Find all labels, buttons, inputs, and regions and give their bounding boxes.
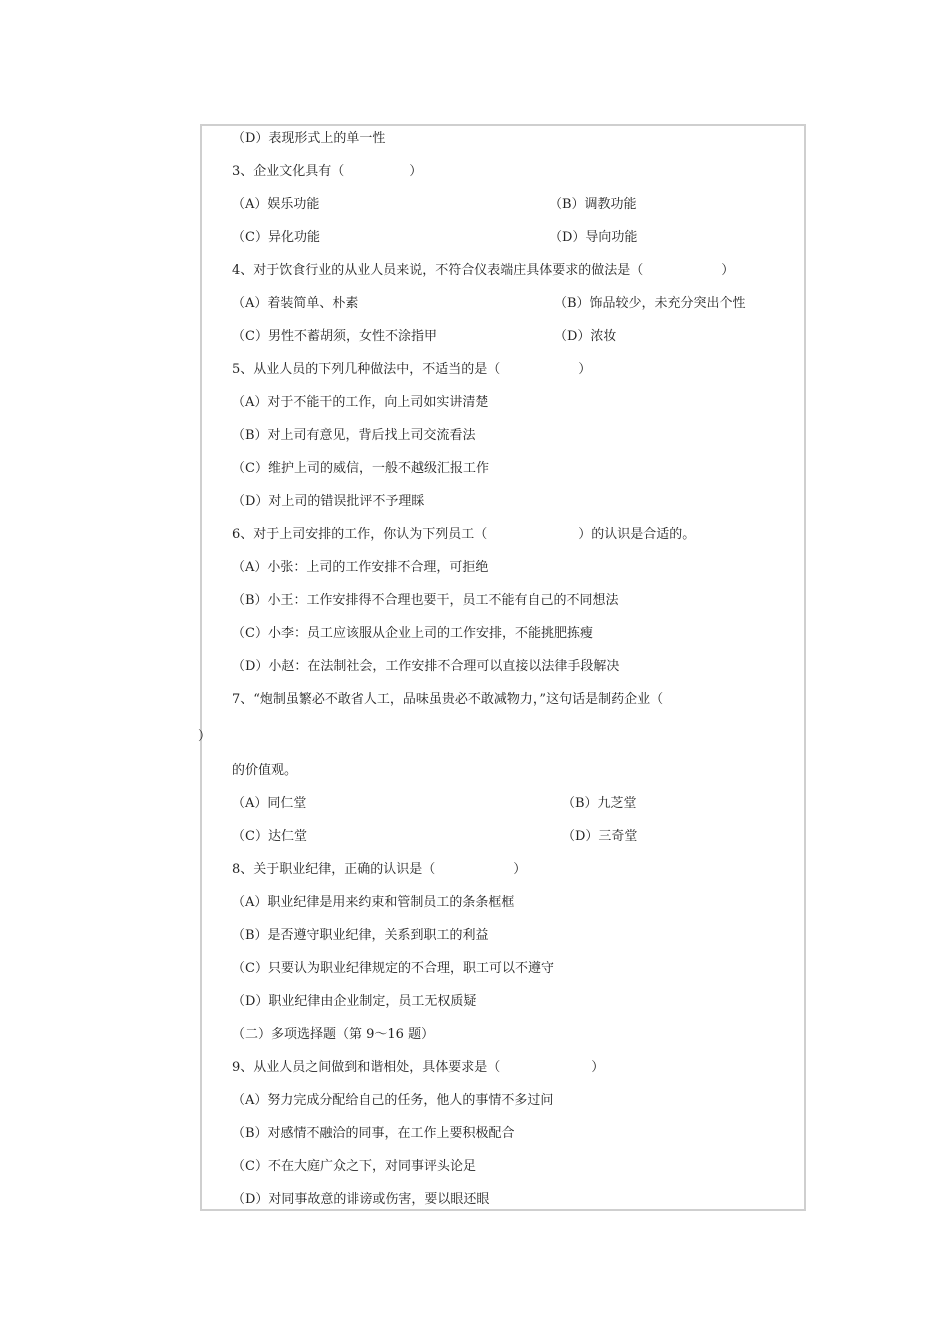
q5-option-d: （D）对上司的错误批评不予理睬 bbox=[232, 494, 425, 509]
q3-option-d: （D）导向功能 bbox=[549, 230, 638, 245]
q8-option-d: （D）职业纪律由企业制定，员工无权质疑 bbox=[232, 994, 477, 1009]
q9-option-a: （A）努力完成分配给自己的任务，他人的事情不多过问 bbox=[232, 1093, 554, 1108]
q5-stem: 5、从业人员的下列几种做法中，不适当的是（ ） bbox=[232, 362, 592, 377]
q4-option-a: （A）着装简单、朴素 bbox=[232, 296, 359, 311]
q7-option-d: （D）三奇堂 bbox=[562, 829, 638, 844]
q6-option-a: （A）小张：上司的工作安排不合理，可拒绝 bbox=[232, 560, 489, 575]
q7-option-b: （B）九芝堂 bbox=[562, 796, 637, 811]
q8-option-a: （A）职业纪律是用来约束和管制员工的条条框框 bbox=[232, 895, 515, 910]
q7-stem-close-paren: ） bbox=[198, 729, 212, 744]
q9-option-c: （C）不在大庭广众之下，对同事评头论足 bbox=[232, 1159, 476, 1174]
q3-option-c: （C）异化功能 bbox=[232, 230, 320, 245]
q7-option-a: （A）同仁堂 bbox=[232, 796, 307, 811]
q4-option-b: （B）饰品较少，未充分突出个性 bbox=[554, 296, 746, 311]
q7-stem-tail: 的价值观。 bbox=[232, 763, 298, 778]
q5-option-b: （B）对上司有意见，背后找上司交流看法 bbox=[232, 428, 476, 443]
q4-option-c: （C）男性不蓄胡须，女性不涂指甲 bbox=[232, 329, 437, 344]
q3-stem: 3、企业文化具有（ ） bbox=[232, 164, 423, 179]
q9-stem: 9、从业人员之间做到和谐相处，具体要求是（ ） bbox=[232, 1060, 605, 1075]
q3-option-b: （B）调教功能 bbox=[549, 197, 637, 212]
q6-option-c: （C）小李：员工应该服从企业上司的工作安排，不能挑肥拣瘦 bbox=[232, 626, 593, 641]
q7-stem: 7、“炮制虽繁必不敢省人工，品味虽贵必不敢减物力，”这句话是制药企业（ bbox=[232, 692, 664, 707]
q6-option-d: （D）小赵：在法制社会，工作安排不合理可以直接以法律手段解决 bbox=[232, 659, 620, 674]
q6-option-b: （B）小王：工作安排得不合理也要干，员工不能有自己的不同想法 bbox=[232, 593, 619, 608]
q8-option-b: （B）是否遵守职业纪律，关系到职工的利益 bbox=[232, 928, 489, 943]
q5-option-c: （C）维护上司的威信，一般不越级汇报工作 bbox=[232, 461, 489, 476]
q8-option-c: （C）只要认为职业纪律规定的不合理，职工可以不遵守 bbox=[232, 961, 554, 976]
q7-option-c: （C）达仁堂 bbox=[232, 829, 307, 844]
q5-option-a: （A）对于不能干的工作，向上司如实讲清楚 bbox=[232, 395, 489, 410]
q8-stem: 8、关于职业纪律，正确的认识是（ ） bbox=[232, 862, 527, 877]
q6-stem: 6、对于上司安排的工作，你认为下列员工（ ）的认识是合适的。 bbox=[232, 527, 696, 542]
section-heading-multiple-choice: （二）多项选择题（第 9～16 题） bbox=[232, 1027, 435, 1042]
q3-option-a: （A）娱乐功能 bbox=[232, 197, 320, 212]
q4-option-d: （D）浓妆 bbox=[554, 329, 617, 344]
q2-option-d: （D）表现形式上的单一性 bbox=[232, 131, 386, 146]
q9-option-b: （B）对感情不融洽的同事，在工作上要积极配合 bbox=[232, 1126, 515, 1141]
q9-option-d: （D）对同事故意的诽谤或伤害，要以眼还眼 bbox=[232, 1192, 490, 1207]
q4-stem: 4、对于饮食行业的从业人员来说，不符合仪表端庄具体要求的做法是（ ） bbox=[232, 263, 735, 278]
